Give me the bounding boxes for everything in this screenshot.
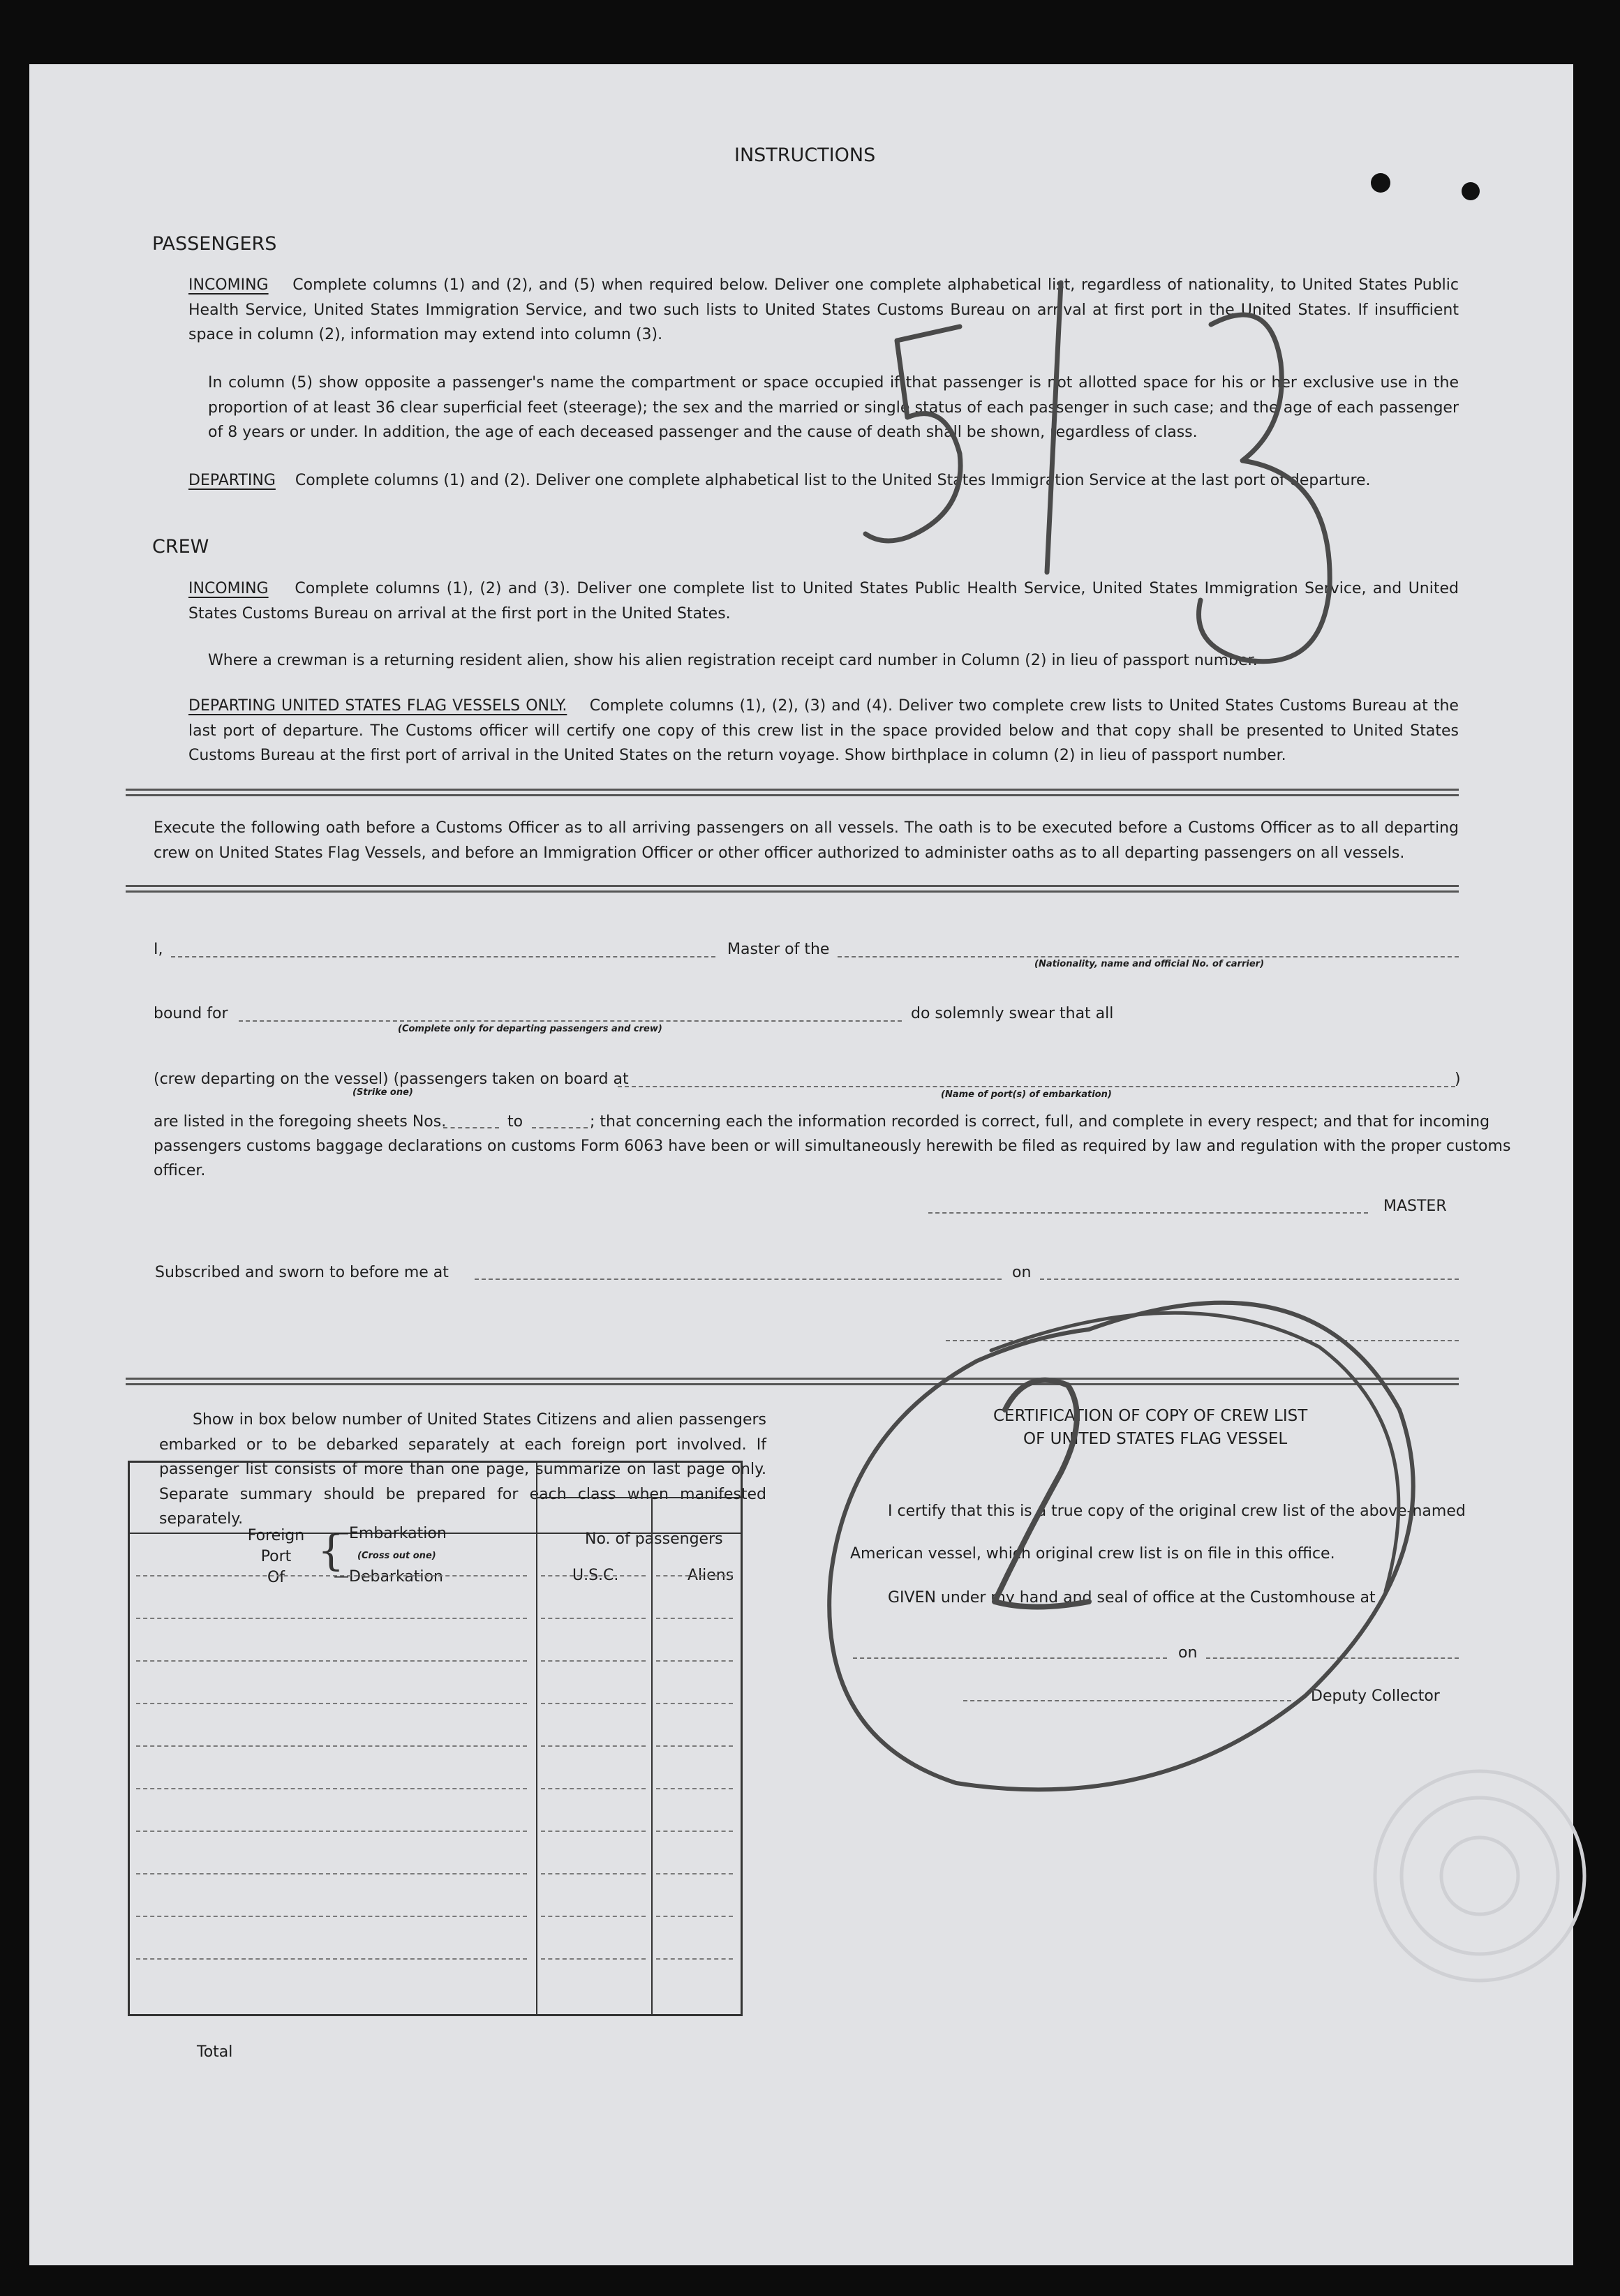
table-entry-line[interactable] <box>136 1873 527 1874</box>
crew-departing-paragraph <box>188 694 1459 768</box>
nationality-note: (Nationality, name and official No. of carrier) <box>1034 959 1265 969</box>
crew-incoming-text: Complete columns (1), (2) and (3). Deliver one complete list to United States Public Health Service, United States Immigration Service, and United States Customs Bureau on arrival at the first port in the United States. <box>188 580 1459 623</box>
table-entry-line[interactable] <box>656 1618 733 1619</box>
table-entry-line[interactable] <box>656 1873 733 1874</box>
certification-title-line2: OF UNITED STATES FLAG VESSEL <box>1023 1430 1288 1448</box>
table-entry-line[interactable] <box>656 1660 733 1662</box>
brace-icon: { <box>318 1526 345 1575</box>
embarkation-label: —Embarkation <box>334 1525 447 1542</box>
usc-header: U.S.C. <box>572 1567 619 1584</box>
table-entry-line[interactable] <box>136 1788 527 1789</box>
table-entry-line[interactable] <box>136 1745 527 1747</box>
table-entry-line[interactable] <box>656 1831 733 1832</box>
table-divider <box>651 1497 653 2014</box>
table-entry-line[interactable] <box>541 1703 646 1704</box>
section-divider <box>126 1378 1459 1385</box>
passengers-heading: PASSENGERS <box>152 233 277 255</box>
table-entry-line[interactable] <box>656 1958 733 1960</box>
table-entry-line[interactable] <box>136 1703 527 1704</box>
table-divider <box>536 1461 537 2014</box>
aliens-header: Aliens <box>688 1567 734 1584</box>
passengers-incoming-paragraph <box>188 273 1459 348</box>
table-entry-line[interactable] <box>656 1703 733 1704</box>
certification-date-field[interactable] <box>1206 1657 1459 1659</box>
passengers-departing-text: Complete columns (1) and (2). Deliver one complete alphabetical list to the United States Immigration Service at the last port of departure. <box>295 472 1371 489</box>
table-entry-line[interactable] <box>541 1618 646 1619</box>
certification-on-label: on <box>1178 1644 1198 1662</box>
table-entry-line[interactable] <box>136 1660 527 1662</box>
table-entry-line[interactable] <box>541 1916 646 1917</box>
of-word: Of <box>267 1569 285 1586</box>
bound-for-field[interactable] <box>239 1020 902 1022</box>
total-label: Total <box>197 2043 233 2061</box>
crew-departing-label: DEPARTING UNITED STATES FLAG VESSELS ONLY. <box>188 697 567 715</box>
certify-line2: American vessel, which original crew list is on file in this office. <box>850 1545 1335 1563</box>
oath-i-label: I, <box>154 941 163 958</box>
passengers-departing-paragraph <box>188 468 1459 493</box>
officer-signature-field[interactable] <box>946 1340 1459 1341</box>
deputy-signature-field[interactable] <box>963 1700 1291 1701</box>
passengers-incoming-label: INCOMING <box>188 276 269 294</box>
certify-line1: I certify that this is a true copy of the original crew list of the above-named <box>888 1503 1466 1520</box>
section-divider <box>126 789 1459 796</box>
table-entry-line[interactable] <box>136 1916 527 1917</box>
sheets-text-line3: officer. <box>154 1162 206 1179</box>
crew-departing-label-line: (crew departing on the vessel) (passengers taken on board at <box>154 1071 629 1088</box>
foreign-word: Foreign <box>247 1527 305 1544</box>
sworn-date-field[interactable] <box>1040 1279 1459 1280</box>
crew-incoming-label: INCOMING <box>188 580 269 597</box>
crew-departing-text: Complete columns (1), (2), (3) and (4). Deliver two complete crew lists to United States Customs Bureau at the last port of departure. The Customs officer will certify one copy of this crew list in the space provided below and that copy shall be presented to United States Customs Bureau at the first port of arrival in the United States on the return voyage. Show birthplace in column (2) in lieu of passport number. <box>188 697 1459 764</box>
master-name-field[interactable] <box>171 956 715 957</box>
no-of-passengers-header: No. of passengers <box>585 1530 723 1548</box>
port-embarkation-field[interactable] <box>618 1086 1455 1087</box>
page-title: INSTRUCTIONS <box>734 144 876 166</box>
sheet-from-field[interactable] <box>443 1127 499 1128</box>
complete-only-note: (Complete only for departing passengers and crew) <box>398 1024 662 1034</box>
sheets-text-line2: passengers customs baggage declarations on customs Form 6063 have been or will simultaneously herewith be filed as required by law and regulation with the proper customs <box>154 1138 1511 1155</box>
table-entry-line[interactable] <box>656 1575 733 1576</box>
master-signature-field[interactable] <box>928 1212 1368 1214</box>
table-entry-line[interactable] <box>136 1958 527 1960</box>
sheets-text: ; that concerning each the information recorded is correct, full, and complete in every respect; and that for incoming <box>590 1113 1490 1131</box>
table-entry-line[interactable] <box>136 1618 527 1619</box>
port-word: Port <box>260 1548 292 1565</box>
passengers-incoming-text: Complete columns (1) and (2), and (5) when required below. Deliver one complete alphabetical list, regardless of nationality, to United States Public Health Service, United States Immigration Service, and two such lists to United States Customs Bureau on arrival at first port in the United States. If insufficient space in column (2), information may extend into column (3). <box>188 276 1459 343</box>
passengers-column5-paragraph: In column (5) show opposite a passenger's name the compartment or space occupied if that passenger is not allotted space for his or her exclusive use in the proportion of at least 36 clear superficial feet (steerage); the sex and the married or single status of each passenger in such case; and the age of each passenger of 8 years or under. In addition, the age of each deceased passenger and the cause of death shall be shown, regardless of class. <box>208 374 1459 441</box>
port-note: (Name of port(s) of embarkation) <box>941 1089 1112 1100</box>
oath-instruction: Execute the following oath before a Customs Officer as to all arriving passengers on all vessels. The oath is to be executed before a Customs Officer as to all departing crew on United States Flag Vessels, and before an Immigration Officer or other officer authorized to administer oaths as to all departing passengers on all vessels. <box>154 819 1459 862</box>
table-entry-line[interactable] <box>541 1575 646 1576</box>
sheets-label: are listed in the foregoing sheets Nos. <box>154 1113 447 1131</box>
debarkation-label: —Debarkation <box>334 1568 443 1586</box>
foreign-port-of-label <box>243 1526 309 1588</box>
table-entry-line[interactable] <box>541 1831 646 1832</box>
bound-for-label: bound for <box>154 1005 228 1022</box>
section-divider <box>126 885 1459 893</box>
cross-out-note: (Cross out one) <box>357 1551 436 1561</box>
subscribed-label: Subscribed and sworn to before me at <box>155 1264 449 1281</box>
master-label: MASTER <box>1383 1198 1447 1215</box>
solemnly-swear-label: do solemnly swear that all <box>911 1005 1114 1022</box>
crew-heading: CREW <box>152 536 209 558</box>
deputy-collector-label: Deputy Collector <box>1311 1687 1440 1705</box>
carrier-field[interactable] <box>838 956 1459 957</box>
sworn-on-label: on <box>1012 1264 1032 1281</box>
crew-incoming-paragraph <box>188 576 1459 626</box>
table-entry-line[interactable] <box>541 1660 646 1662</box>
table-entry-line[interactable] <box>656 1745 733 1747</box>
given-line: GIVEN under my hand and seal of office at the Customhouse at <box>888 1589 1376 1607</box>
table-entry-line[interactable] <box>541 1958 646 1960</box>
table-entry-line[interactable] <box>656 1788 733 1789</box>
table-entry-line[interactable] <box>541 1745 646 1747</box>
certification-title-line1: CERTIFICATION OF COPY OF CREW LIST <box>993 1407 1308 1425</box>
close-paren: ) <box>1455 1071 1461 1088</box>
sworn-place-field[interactable] <box>475 1279 1002 1280</box>
table-entry-line[interactable] <box>656 1916 733 1917</box>
passengers-departing-label: DEPARTING <box>188 472 276 489</box>
sheet-to-field[interactable] <box>532 1127 588 1128</box>
table-entry-line[interactable] <box>541 1873 646 1874</box>
table-entry-line[interactable] <box>136 1831 527 1832</box>
strike-one-note: (Strike one) <box>352 1087 413 1098</box>
table-entry-line[interactable] <box>541 1788 646 1789</box>
table-entry-line[interactable] <box>136 1575 527 1576</box>
table-divider <box>536 1497 741 1498</box>
crew-resident-paragraph: Where a crewman is a returning resident alien, show his alien registration receipt card number in Column (2) in lieu of passport number. <box>208 652 1258 669</box>
sheets-to-label: to <box>507 1113 523 1131</box>
customhouse-field[interactable] <box>853 1657 1167 1659</box>
summary-instruction: Show in box below number of United States Citizens and alien passengers embarked or to be debarked separately at each foreign port involved. If passenger list consists of more than one page, summarize on last page only. Separate summary should be prepared for each class when manifested separately. <box>159 1411 766 1528</box>
master-of-the-label: Master of the <box>727 941 830 958</box>
